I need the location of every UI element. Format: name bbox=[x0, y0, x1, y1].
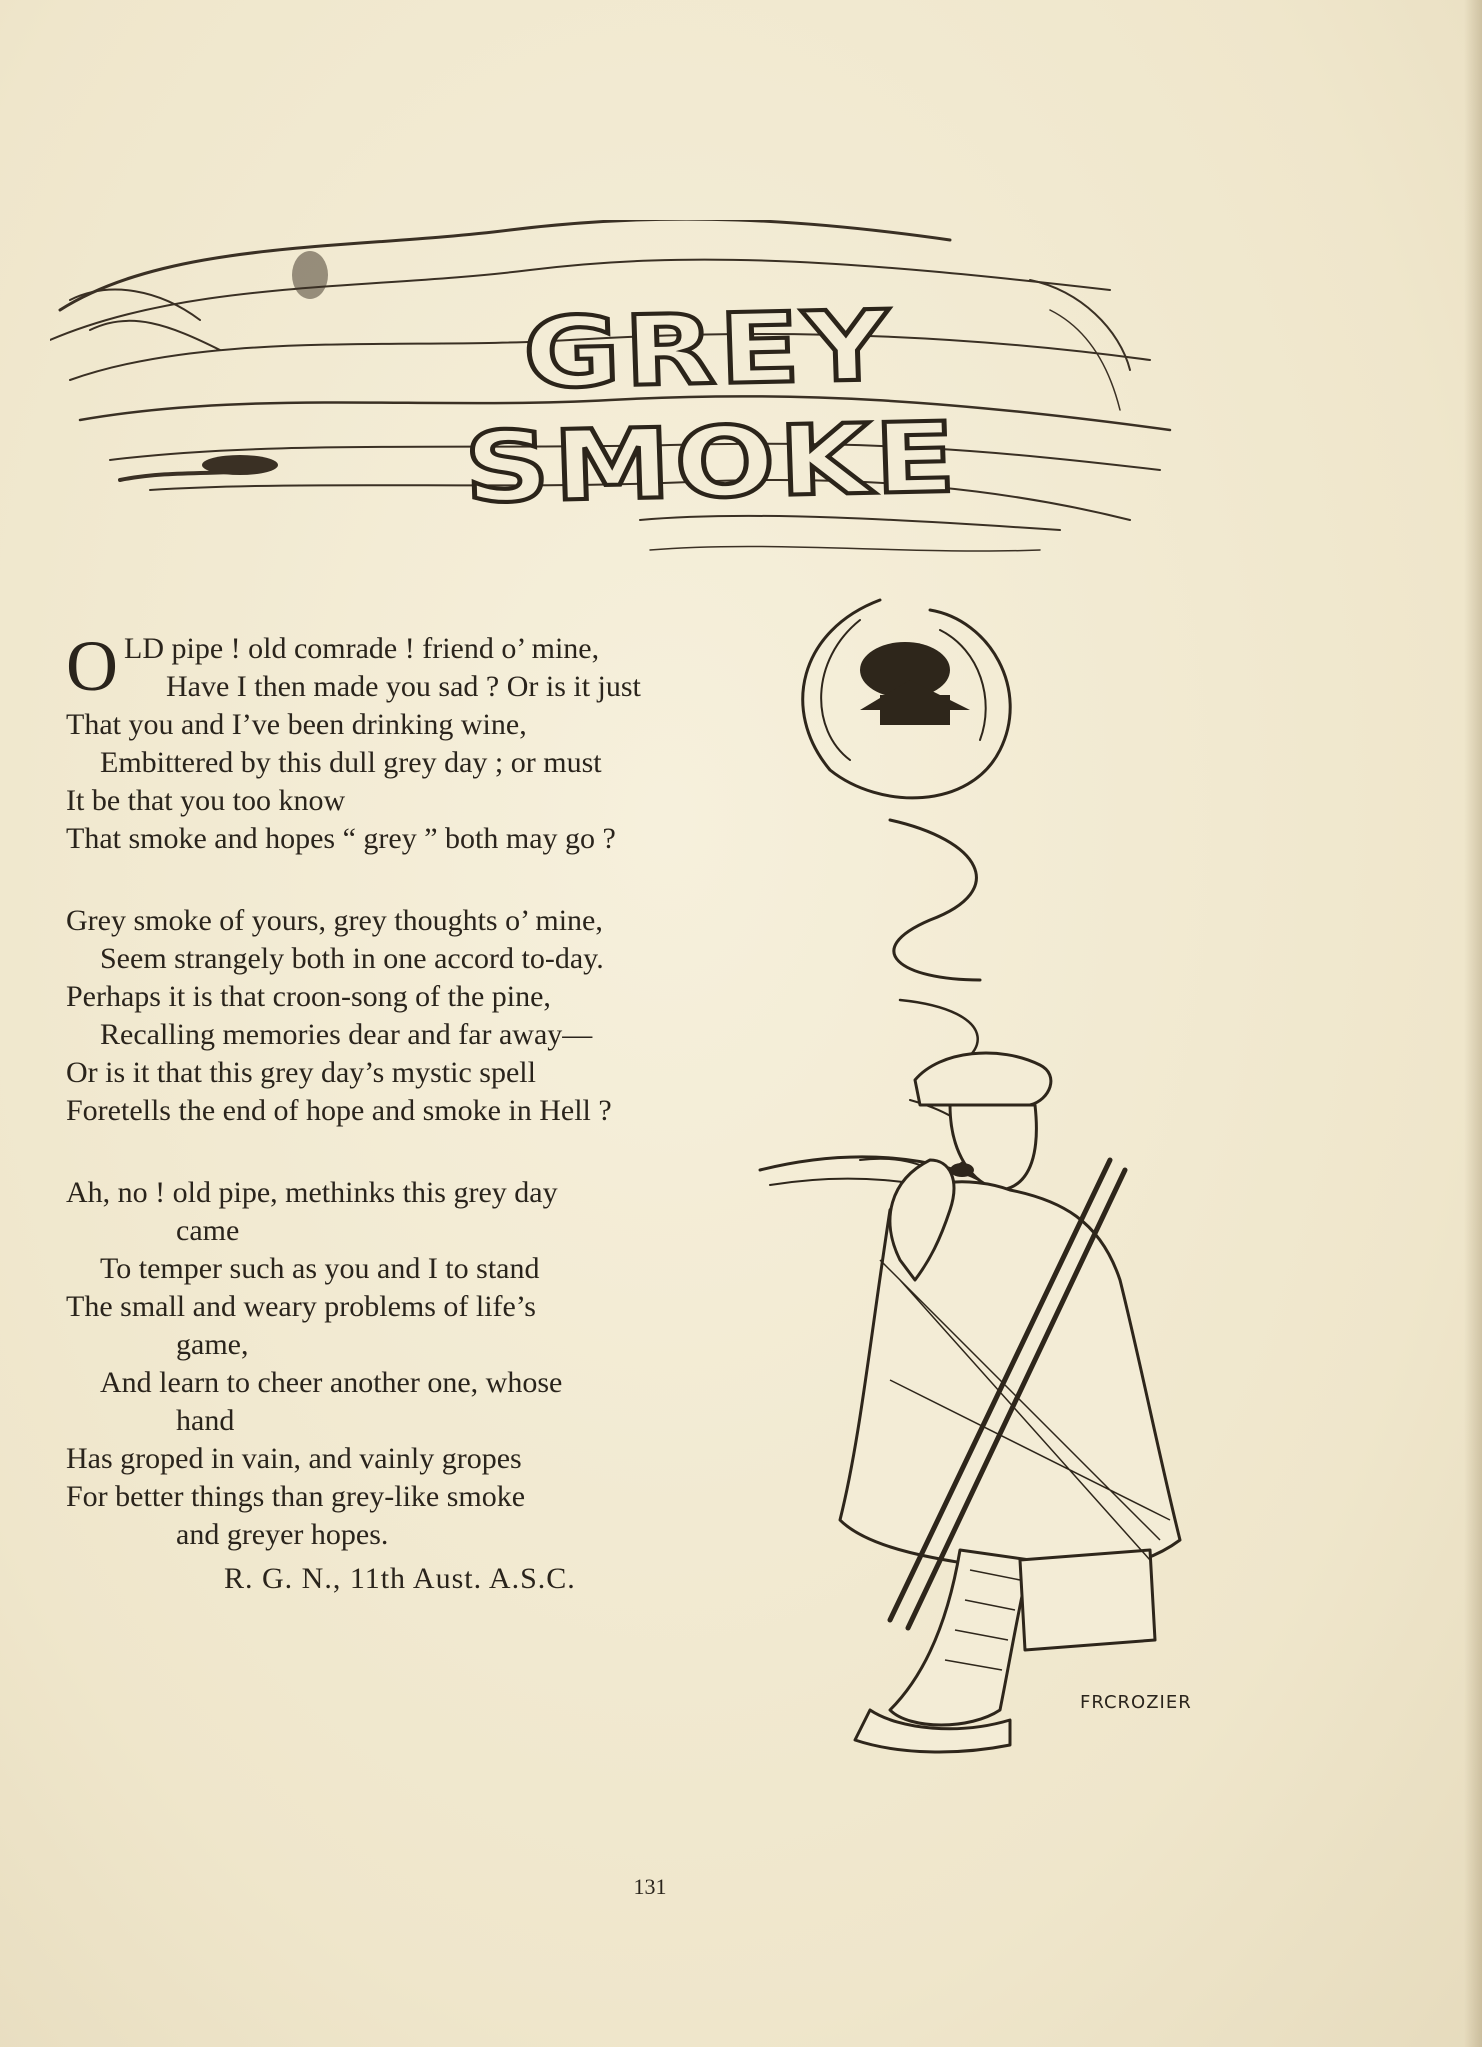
poem-line: Perhaps it is that croon-song of the pine, bbox=[66, 980, 551, 1013]
poem-line: Foretells the end of hope and smoke in Hell ? bbox=[66, 1094, 612, 1127]
poem-line-continuation: game, bbox=[176, 1328, 249, 1361]
poem-line-text: LD pipe ! old comrade ! friend o’ mine, bbox=[124, 632, 600, 665]
poem-line: Seem strangely both in one accord to-day. bbox=[100, 942, 604, 975]
page-edge-shadow bbox=[1464, 0, 1482, 2047]
poem-line: Grey smoke of yours, grey thoughts o’ mine, bbox=[66, 904, 603, 937]
poem-line: The small and weary problems of life’s bbox=[66, 1290, 536, 1323]
poem-line-continuation: hand bbox=[176, 1404, 235, 1437]
poem-line: Has groped in vain, and vainly gropes bbox=[66, 1442, 522, 1475]
stanza-3 bbox=[66, 1174, 786, 1598]
poem-line: That you and I’ve been drinking wine, bbox=[66, 708, 527, 741]
poem-line: Recalling memories dear and far away— bbox=[100, 1018, 593, 1051]
poem-line-continuation: and greyer hopes. bbox=[176, 1518, 389, 1551]
poem-line: Have I then made you sad ? Or is it just bbox=[166, 670, 641, 703]
artist-signature: FRCROZIER bbox=[1080, 1692, 1192, 1713]
poem-line: To temper such as you and I to stand bbox=[100, 1252, 540, 1285]
soldier-smoking-illustration bbox=[740, 560, 1260, 1780]
author-signature: R. G. N., 11th Aust. A.S.C. bbox=[224, 1562, 576, 1595]
poem-title: GREY SMOKE bbox=[462, 288, 961, 525]
drop-cap: O bbox=[66, 626, 118, 706]
poem-body bbox=[66, 626, 786, 1642]
poem-line: For better things than grey-like smoke bbox=[66, 1480, 526, 1513]
stanza-1 bbox=[66, 626, 786, 858]
poem-line: Or is it that this grey day’s mystic spell bbox=[66, 1056, 536, 1089]
poem-line-continuation: came bbox=[176, 1214, 240, 1247]
stanza-2 bbox=[66, 902, 786, 1130]
poem-line: And learn to cheer another one, whose bbox=[100, 1366, 563, 1399]
poem-line: Embittered by this dull grey day ; or must bbox=[100, 746, 602, 779]
page-number: 131 bbox=[633, 1874, 667, 1899]
poem-line: It be that you too know bbox=[66, 784, 346, 817]
poem-line: Ah, no ! old pipe, methinks this grey day bbox=[66, 1176, 558, 1209]
poem-line: That smoke and hopes “ grey ” both may go ? bbox=[66, 822, 616, 855]
